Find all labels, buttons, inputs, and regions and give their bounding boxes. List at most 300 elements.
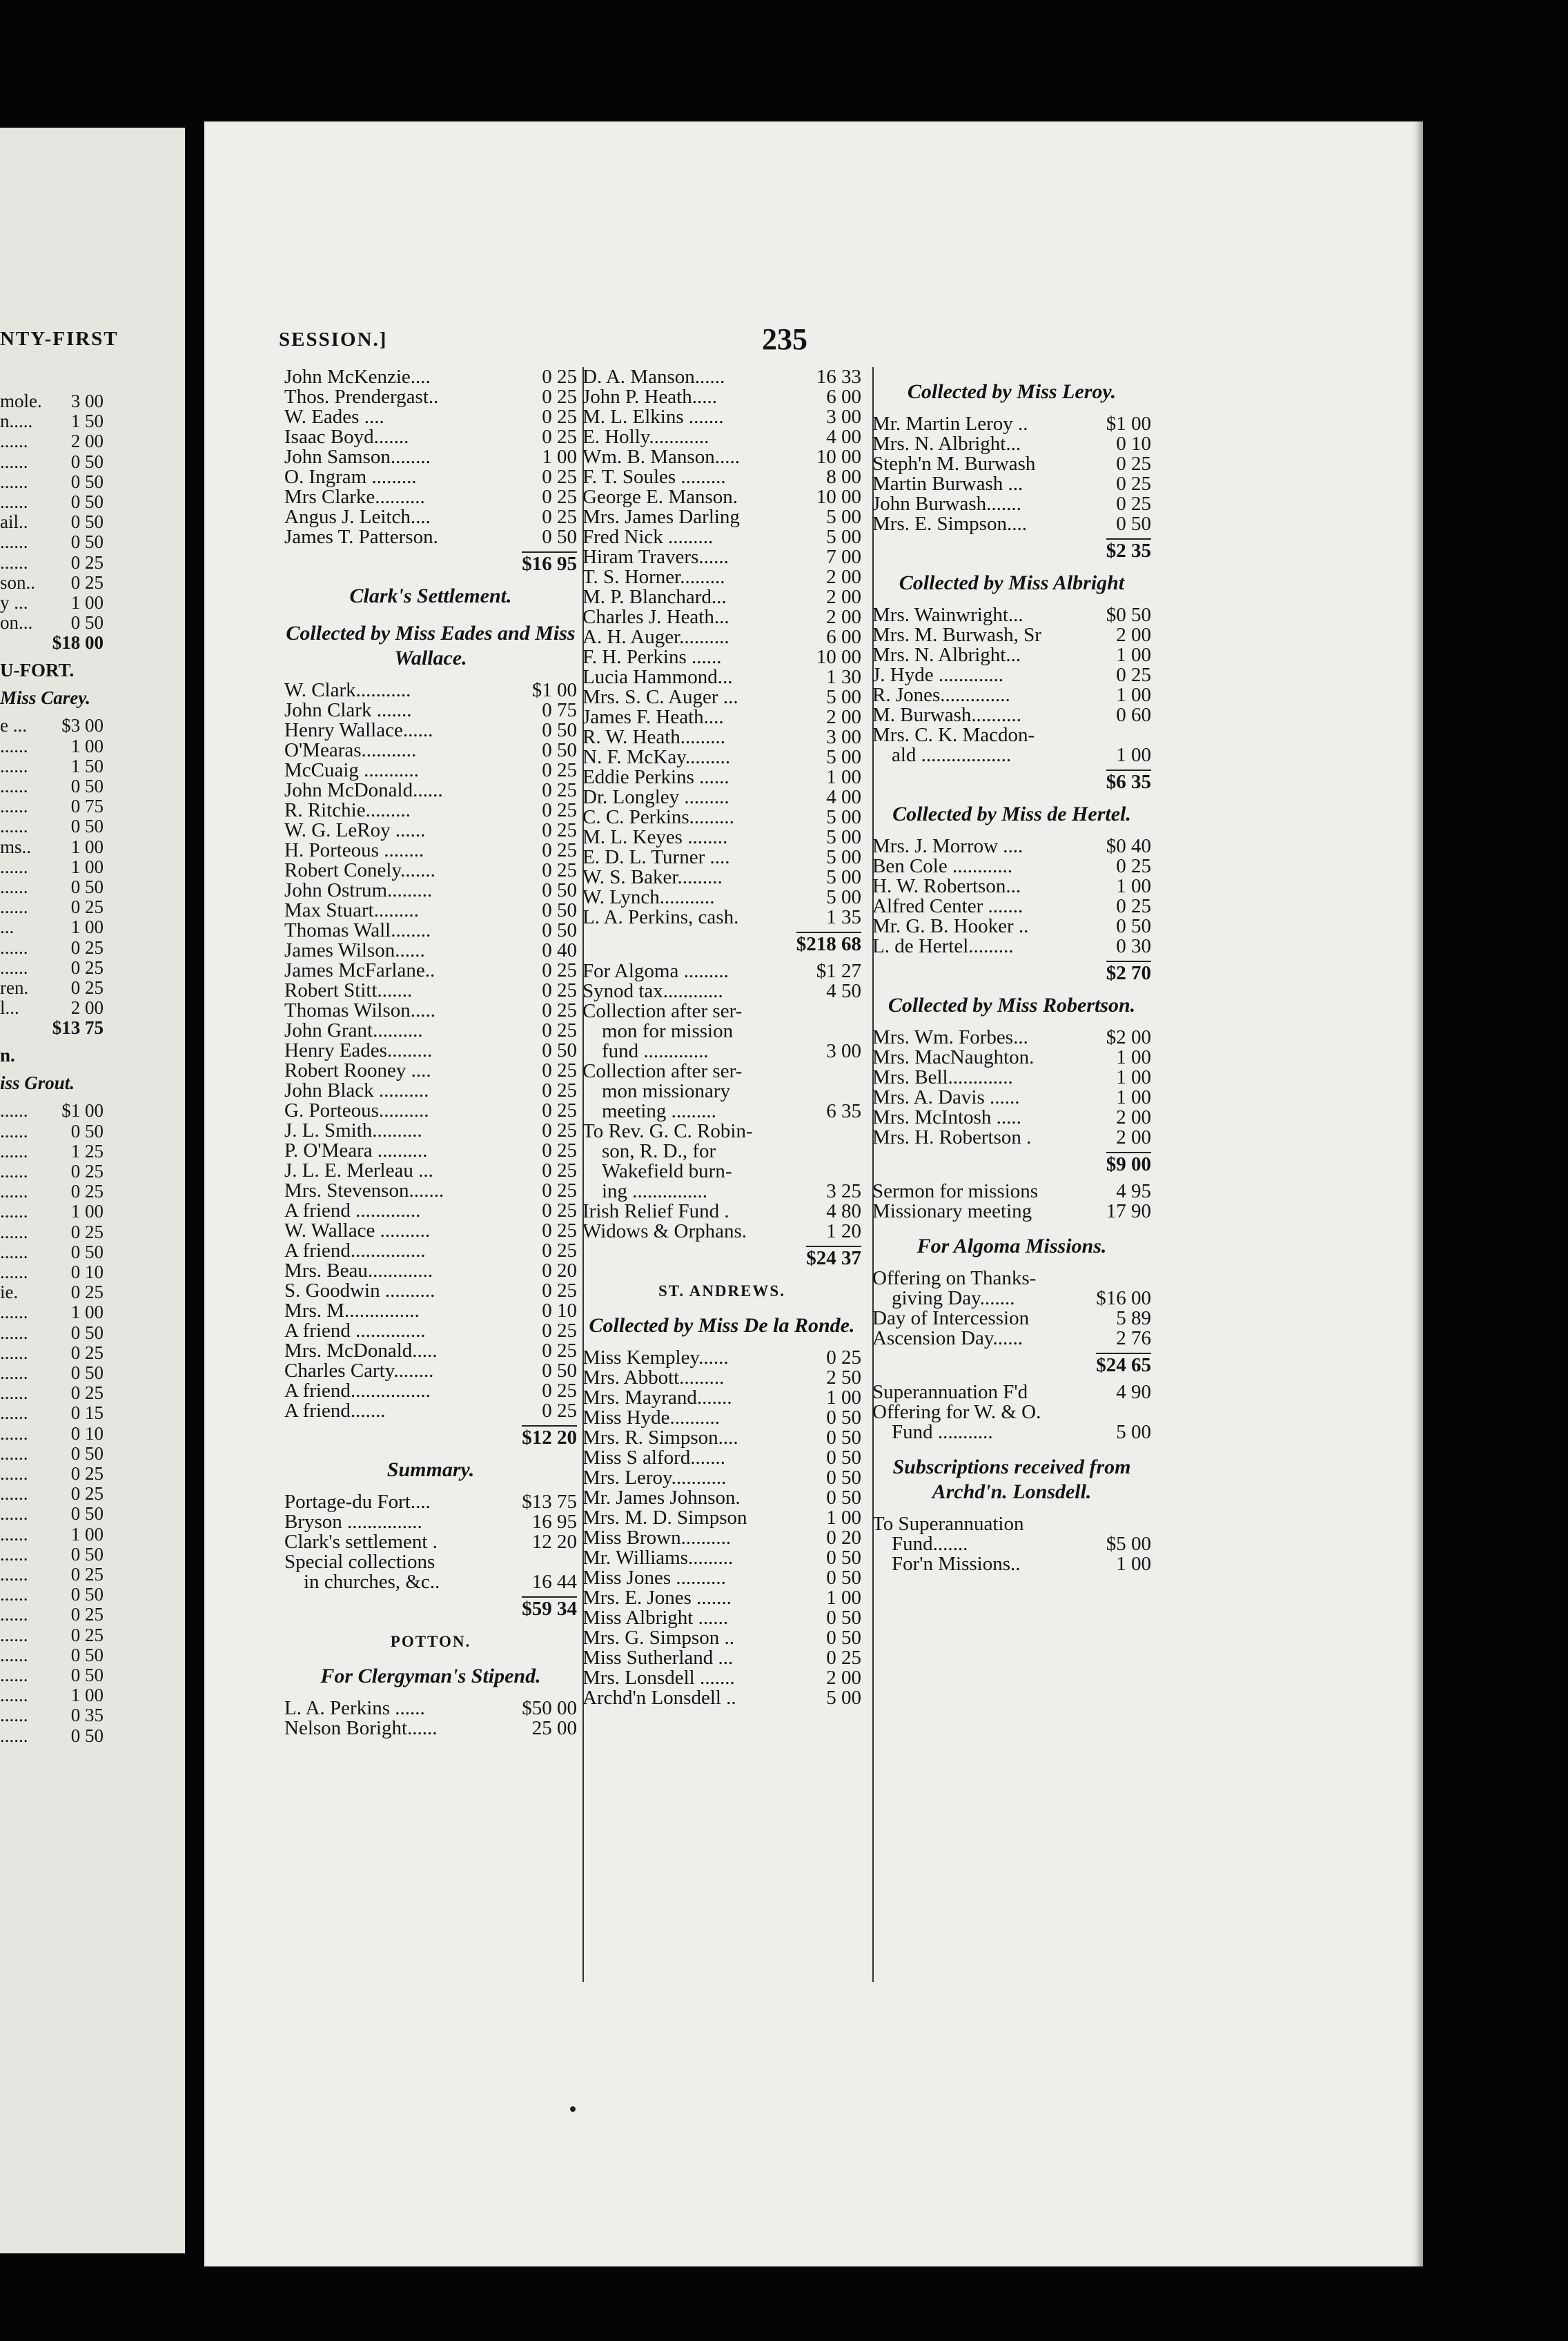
entry-amount: 10 00 — [816, 447, 861, 467]
total-row — [867, 1353, 1157, 1373]
entry-amount: 5 00 — [826, 507, 861, 527]
entry-name: T. S. Horner......... — [582, 567, 725, 587]
entry-row — [867, 454, 1157, 474]
left-page-amount: $1 00 — [61, 1100, 104, 1121]
left-page-label: ...... — [0, 1685, 28, 1706]
left-page-label: ...... — [0, 1140, 28, 1162]
entry-row — [577, 888, 867, 908]
entry-name: mon missionary — [602, 1081, 731, 1101]
entry-name: J. Hyde ............. — [872, 665, 1004, 685]
entry-amount: 0 25 — [1116, 856, 1151, 876]
entry-row — [279, 1572, 582, 1592]
entry-row — [577, 1508, 867, 1528]
entry-amount: 17 90 — [1106, 1202, 1151, 1222]
entry-row — [867, 1554, 1157, 1574]
left-page-amount: 0 25 — [70, 1604, 104, 1625]
entry-amount: 0 50 — [826, 1428, 861, 1448]
entry-name: G. Porteous.......... — [284, 1101, 429, 1121]
entry-row — [279, 901, 582, 921]
entry-name: Charles J. Heath... — [582, 607, 729, 627]
entry-row — [577, 1388, 867, 1408]
entry-name: O. Ingram ......... — [284, 467, 417, 487]
entry-row — [279, 1492, 582, 1512]
entry-name: Miss Kempley...... — [582, 1348, 729, 1368]
entry-amount: 0 25 — [542, 861, 577, 881]
entry-amount: $2 00 — [1106, 1028, 1151, 1048]
total-amount: $2 35 — [1106, 538, 1151, 558]
entry-amount: 0 50 — [542, 527, 577, 547]
entry-amount: 0 50 — [542, 921, 577, 941]
total-row — [279, 1425, 582, 1445]
entry-name: John Black .......... — [284, 1081, 429, 1101]
entry-name: Mrs. M............... — [284, 1301, 420, 1321]
entry-row — [279, 701, 582, 721]
entry-row — [867, 897, 1157, 917]
entry-name: Wm. B. Manson..... — [582, 447, 740, 467]
left-page-amount: 0 25 — [70, 1181, 104, 1202]
entry-amount: 1 00 — [1116, 876, 1151, 897]
left-page-amount: 0 25 — [70, 897, 104, 918]
entry-row — [279, 1718, 582, 1738]
entry-name: Mrs. Bell............. — [872, 1068, 1013, 1088]
left-page-label: ...... — [0, 1644, 28, 1665]
entry-row — [577, 1142, 867, 1162]
left-page-amount: 1 50 — [70, 411, 104, 432]
entry-name: Max Stuart......... — [284, 901, 419, 921]
entry-amount: 5 00 — [826, 868, 861, 888]
entry-row — [279, 1141, 582, 1161]
left-page-label: ...... — [0, 491, 28, 512]
entry-amount: 0 25 — [542, 1221, 577, 1241]
entry-row — [577, 787, 867, 807]
entry-name: Collection after ser- — [582, 1001, 743, 1021]
entry-row — [279, 981, 582, 1001]
left-page-label: ie. — [0, 1282, 19, 1303]
entry-name: Mrs. Leroy........... — [582, 1468, 727, 1488]
total-amount: $24 37 — [806, 1246, 861, 1266]
entry-row — [279, 1261, 582, 1281]
entry-name: For Algoma ......... — [582, 961, 729, 981]
entry-row — [867, 665, 1157, 685]
entry-row — [279, 680, 582, 701]
left-page-amount: 0 75 — [70, 796, 104, 817]
entry-name: Isaac Boyd....... — [284, 427, 409, 447]
entry-row — [577, 1121, 867, 1142]
left-page-label: ...... — [0, 957, 28, 978]
entry-name: John Samson........ — [284, 447, 431, 467]
entry-amount: 0 25 — [542, 1061, 577, 1081]
entry-name: Widows & Orphans. — [582, 1222, 747, 1242]
entry-name: Miss Brown.......... — [582, 1528, 732, 1548]
entry-name: Fund....... — [892, 1534, 968, 1554]
entry-row — [867, 1048, 1157, 1068]
left-page-amount: 0 25 — [70, 1342, 104, 1363]
entry-name: Mr. Williams......... — [582, 1548, 734, 1568]
entry-row — [867, 1289, 1157, 1309]
left-page-amount: 0 50 — [70, 511, 104, 533]
left-page-label: ...... — [0, 1604, 28, 1625]
entry-amount: 10 00 — [816, 647, 861, 667]
left-page-label: y ... — [0, 592, 28, 613]
entry-name: James F. Heath.... — [582, 707, 724, 727]
entry-name: To Rev. G. C. Robin- — [582, 1121, 753, 1142]
entry-amount: 0 50 — [542, 741, 577, 761]
entry-amount: 0 50 — [826, 1548, 861, 1568]
left-page-label: ...... — [0, 1564, 28, 1585]
left-page-label: ...... — [0, 1100, 28, 1121]
entry-amount: 1 00 — [1116, 645, 1151, 665]
entry-amount: 0 25 — [542, 387, 577, 407]
entry-amount: 4 90 — [1116, 1382, 1151, 1402]
entry-amount: 0 25 — [542, 1401, 577, 1421]
entry-name: N. F. McKay......... — [582, 747, 731, 767]
entry-amount: 1 00 — [826, 1588, 861, 1608]
left-page-amount: 0 50 — [70, 1322, 104, 1343]
page-number: 235 — [762, 322, 807, 356]
entry-name: Mr. G. B. Hooker .. — [872, 917, 1029, 937]
entry-amount: 2 00 — [1116, 625, 1151, 645]
left-page-label: n..... — [0, 411, 33, 432]
entry-row — [867, 937, 1157, 957]
entry-name: Mrs Clarke.......... — [284, 487, 425, 507]
entry-name: Thomas Wilson..... — [284, 1001, 436, 1021]
entry-amount: 1 30 — [826, 667, 861, 687]
entry-amount: 25 00 — [531, 1718, 577, 1738]
entry-name: Mrs. E. Simpson.... — [872, 514, 1027, 534]
total-row — [867, 961, 1157, 981]
left-page-label: ail.. — [0, 511, 28, 533]
entry-amount: $50 00 — [522, 1698, 577, 1718]
entry-row — [867, 1422, 1157, 1442]
left-page-amount: 0 15 — [70, 1402, 104, 1424]
entry-name: Mrs. McIntosh ..... — [872, 1108, 1021, 1128]
entry-amount: 0 25 — [542, 1121, 577, 1141]
entry-amount: 1 00 — [1116, 1068, 1151, 1088]
left-page-label: ...... — [0, 1120, 28, 1142]
left-page-amount: 0 25 — [70, 1463, 104, 1484]
entry-name: E. D. L. Turner .... — [582, 848, 730, 868]
entry-row — [279, 941, 582, 961]
entry-row — [279, 487, 582, 507]
left-page-amount: 0 50 — [70, 876, 104, 897]
entry-amount: 0 60 — [1116, 705, 1151, 725]
entry-row — [577, 407, 867, 427]
left-page-label: ...... — [0, 1402, 28, 1424]
entry-amount: 0 25 — [542, 427, 577, 447]
entry-name: Dr. Longley ......... — [582, 787, 729, 807]
entry-row — [867, 605, 1157, 625]
entry-row — [279, 1041, 582, 1061]
entry-name: Lucia Hammond... — [582, 667, 733, 687]
left-page-label: ms.. — [0, 836, 32, 857]
entry-row — [577, 1041, 867, 1061]
entry-name: Superannuation F'd — [872, 1382, 1028, 1402]
entry-amount: 2 00 — [826, 1668, 861, 1688]
entry-amount: 2 00 — [826, 587, 861, 607]
entry-amount: 0 25 — [1116, 494, 1151, 514]
entry-name: Robert Rooney .... — [284, 1061, 431, 1081]
entry-amount: 0 25 — [826, 1348, 861, 1368]
entry-name: James McFarlane.. — [284, 961, 435, 981]
entry-amount: 0 25 — [542, 1021, 577, 1041]
session-label: SESSION.] — [279, 329, 388, 351]
entry-row — [279, 507, 582, 527]
entry-name: Mrs. G. Simpson .. — [582, 1628, 734, 1648]
entry-row — [577, 627, 867, 647]
entry-amount: 0 25 — [542, 487, 577, 507]
left-page-amount: 1 00 — [70, 1302, 104, 1323]
entry-row — [577, 1348, 867, 1368]
left-page-label: n. — [0, 1045, 15, 1066]
entry-amount: 0 25 — [542, 1161, 577, 1181]
left-page-amount: 1 25 — [70, 1140, 104, 1162]
left-page-amount: 0 25 — [70, 571, 104, 593]
entry-amount: 6 35 — [826, 1101, 861, 1121]
left-page-label: ...... — [0, 1463, 28, 1484]
entry-row — [279, 761, 582, 781]
entry-name: To Superannuation — [872, 1514, 1024, 1534]
entry-name: M. Burwash.......... — [872, 705, 1021, 725]
left-page-label: ...... — [0, 1665, 28, 1685]
entry-amount: 0 25 — [1116, 454, 1151, 474]
entry-row — [279, 841, 582, 861]
entry-row — [867, 1309, 1157, 1329]
section-heading: Collected by Miss De la Ronde. — [589, 1314, 855, 1337]
entry-amount: 3 00 — [826, 1041, 861, 1061]
entry-name: S. Goodwin .......... — [284, 1281, 435, 1301]
entry-row — [279, 387, 582, 407]
left-page-amount: $3 00 — [61, 715, 104, 736]
entry-amount: 0 30 — [1116, 937, 1151, 957]
total-row — [577, 932, 867, 952]
left-page-label: ...... — [0, 1503, 28, 1525]
left-page-label: ...... — [0, 1201, 28, 1222]
left-page-label: mole. — [0, 391, 42, 411]
entry-amount: 1 00 — [1116, 1088, 1151, 1108]
left-page-amount: 0 50 — [70, 1362, 104, 1383]
entry-row — [867, 836, 1157, 856]
entry-row — [577, 1528, 867, 1548]
entry-name: C. C. Perkins......... — [582, 807, 734, 827]
entry-row — [867, 625, 1157, 645]
left-page-label: ...... — [0, 776, 28, 796]
entry-name: Miss Hyde.......... — [582, 1408, 720, 1428]
left-page-label: son.. — [0, 571, 36, 593]
entry-amount: 0 25 — [542, 507, 577, 527]
total-row — [867, 1152, 1157, 1172]
left-page-amount: 1 00 — [70, 592, 104, 613]
entry-name: M. P. Blanchard... — [582, 587, 727, 607]
entry-name: Mrs. E. Jones ....... — [582, 1588, 732, 1608]
entry-name: Portage-du Fort.... — [284, 1492, 431, 1512]
entry-row — [279, 527, 582, 547]
entry-row — [867, 1514, 1157, 1534]
entry-name: mon for mission — [602, 1021, 734, 1041]
left-page-amount: 1 50 — [70, 755, 104, 776]
left-page-label: ...... — [0, 1543, 28, 1565]
entry-name: J. L. Smith.......... — [284, 1121, 422, 1141]
total-amount: $59 34 — [522, 1596, 577, 1616]
left-page-label: ...... — [0, 1483, 28, 1505]
entry-amount: 0 50 — [542, 881, 577, 901]
entry-name: A friend ............. — [284, 1201, 421, 1221]
entry-name: Hiram Travers...... — [582, 547, 729, 567]
entry-name: Robert Conely....... — [284, 861, 435, 881]
entry-row — [867, 705, 1157, 725]
entry-name: James T. Patterson. — [284, 527, 438, 547]
ink-spot — [570, 2106, 576, 2112]
entry-row — [867, 514, 1157, 534]
entry-row — [577, 467, 867, 487]
entry-row — [577, 647, 867, 667]
entry-name: Mrs. M. Burwash, Sr — [872, 625, 1041, 645]
entry-name: Mrs. M. D. Simpson — [582, 1508, 747, 1528]
total-row — [577, 1246, 867, 1266]
entry-row — [577, 848, 867, 868]
left-page-label: ...... — [0, 1221, 28, 1242]
entry-row — [867, 1182, 1157, 1202]
entry-name: O'Mearas........... — [284, 741, 417, 761]
left-page-label: U-FORT. — [0, 660, 75, 681]
entry-row — [577, 1162, 867, 1182]
entry-name: in churches, &c.. — [304, 1572, 440, 1592]
entry-row — [867, 876, 1157, 897]
entry-name: Eddie Perkins ...... — [582, 767, 729, 787]
entry-row — [577, 1608, 867, 1628]
entry-name: John Grant.......... — [284, 1021, 423, 1041]
left-page-amount: 0 25 — [70, 977, 104, 998]
left-page-amount: $13 75 — [52, 1017, 104, 1039]
entry-name: W. S. Baker......... — [582, 868, 723, 888]
section-heading: Collected by Miss Robertson. — [888, 994, 1136, 1017]
entry-name: John P. Heath..... — [582, 387, 717, 407]
entry-row — [577, 1001, 867, 1021]
entry-name: H. W. Robertson... — [872, 876, 1021, 897]
entry-row — [867, 1329, 1157, 1349]
entry-amount: 0 25 — [542, 1101, 577, 1121]
total-row — [279, 1596, 582, 1616]
entry-amount: 0 50 — [826, 1568, 861, 1588]
left-page-amount: 0 25 — [70, 1382, 104, 1404]
entry-name: R. W. Heath......... — [582, 727, 726, 747]
left-page-label: l... — [0, 997, 19, 1019]
left-page-amount: 0 50 — [70, 531, 104, 553]
entry-amount: 4 00 — [826, 427, 861, 447]
left-page-amount: 0 25 — [70, 1221, 104, 1242]
entry-row — [279, 741, 582, 761]
entry-amount: 0 50 — [826, 1628, 861, 1648]
entry-amount: 4 00 — [826, 787, 861, 807]
entry-name: Miss Jones .......... — [582, 1568, 726, 1588]
entry-row — [279, 427, 582, 447]
left-page-amount: 0 50 — [70, 1442, 104, 1464]
entry-amount: 1 00 — [542, 447, 577, 467]
entry-amount: 0 50 — [542, 1041, 577, 1061]
left-page-amount: 0 50 — [70, 1543, 104, 1565]
entry-row — [577, 447, 867, 467]
left-page-amount: 0 50 — [70, 816, 104, 837]
entry-row — [867, 1068, 1157, 1088]
entry-amount: 5 00 — [826, 527, 861, 547]
entry-name: M. L. Elkins ....... — [582, 407, 724, 427]
entry-name: M. L. Keyes ........ — [582, 827, 728, 848]
entry-amount: 16 95 — [531, 1512, 577, 1532]
entry-name: Mrs. N. Albright... — [872, 434, 1021, 454]
entry-row — [279, 1121, 582, 1141]
left-page-label: ...... — [0, 1705, 28, 1726]
entry-name: John Ostrum......... — [284, 881, 433, 901]
entry-amount: 6 00 — [826, 627, 861, 647]
entry-amount: 0 25 — [542, 1321, 577, 1341]
entry-name: George E. Manson. — [582, 487, 738, 507]
entry-name: Offering on Thanks- — [872, 1269, 1037, 1289]
left-page-label: ...... — [0, 1624, 28, 1645]
left-page-amount: 1 00 — [70, 735, 104, 756]
entry-row — [577, 1468, 867, 1488]
entry-row — [279, 821, 582, 841]
entry-name: Thos. Prendergast.. — [284, 387, 439, 407]
left-page-label: e ... — [0, 715, 27, 736]
entry-row — [577, 507, 867, 527]
left-page-label: ...... — [0, 1342, 28, 1363]
entry-name: Mrs. S. C. Auger ... — [582, 687, 738, 707]
entry-row — [577, 1061, 867, 1081]
left-page-amount: 1 00 — [70, 856, 104, 877]
entry-row — [279, 1101, 582, 1121]
left-page-label: ...... — [0, 1584, 28, 1605]
total-amount: $12 20 — [522, 1425, 577, 1445]
entry-row — [577, 527, 867, 547]
entry-amount: 0 25 — [542, 367, 577, 387]
entry-name: F. H. Perkins ...... — [582, 647, 722, 667]
entry-row — [577, 667, 867, 687]
entry-amount: $0 40 — [1106, 836, 1151, 856]
entry-name: Mrs. J. Morrow .... — [872, 836, 1023, 856]
left-page-label: ...... — [0, 1161, 28, 1182]
entry-name: Thomas Wall........ — [284, 921, 431, 941]
entry-amount: 0 25 — [542, 1201, 577, 1221]
entry-row — [867, 1534, 1157, 1554]
entry-amount: 0 25 — [542, 761, 577, 781]
left-page-label: ...... — [0, 1362, 28, 1383]
left-page-amount: 0 25 — [70, 1564, 104, 1585]
entry-row — [577, 1222, 867, 1242]
entry-row — [577, 1588, 867, 1608]
entry-row — [577, 1628, 867, 1648]
entry-amount: 0 50 — [542, 1361, 577, 1381]
entry-name: Collection after ser- — [582, 1061, 743, 1081]
left-page-amount: 0 50 — [70, 471, 104, 492]
entry-row — [279, 1221, 582, 1241]
left-page-label: ...... — [0, 1262, 28, 1282]
entry-amount: 0 25 — [826, 1648, 861, 1668]
left-page-amount: 0 25 — [70, 937, 104, 958]
entry-row — [279, 861, 582, 881]
total-amount: $24 65 — [1096, 1353, 1151, 1373]
section-heading: Subscriptions received from Archd'n. Lonsdell. — [892, 1456, 1131, 1503]
left-page-label: ...... — [0, 937, 28, 958]
entry-row — [867, 1402, 1157, 1422]
entry-name: Mrs. Stevenson....... — [284, 1181, 444, 1201]
entry-row — [577, 727, 867, 747]
entry-amount: 0 25 — [542, 1141, 577, 1161]
entry-name: Charles Carty........ — [284, 1361, 434, 1381]
entry-row — [577, 1021, 867, 1041]
entry-row — [577, 747, 867, 767]
entry-name: John Clark ....... — [284, 701, 412, 721]
parish-heading: ST. ANDREWS. — [658, 1282, 785, 1300]
entry-name: L. A. Perkins, cash. — [582, 908, 739, 928]
